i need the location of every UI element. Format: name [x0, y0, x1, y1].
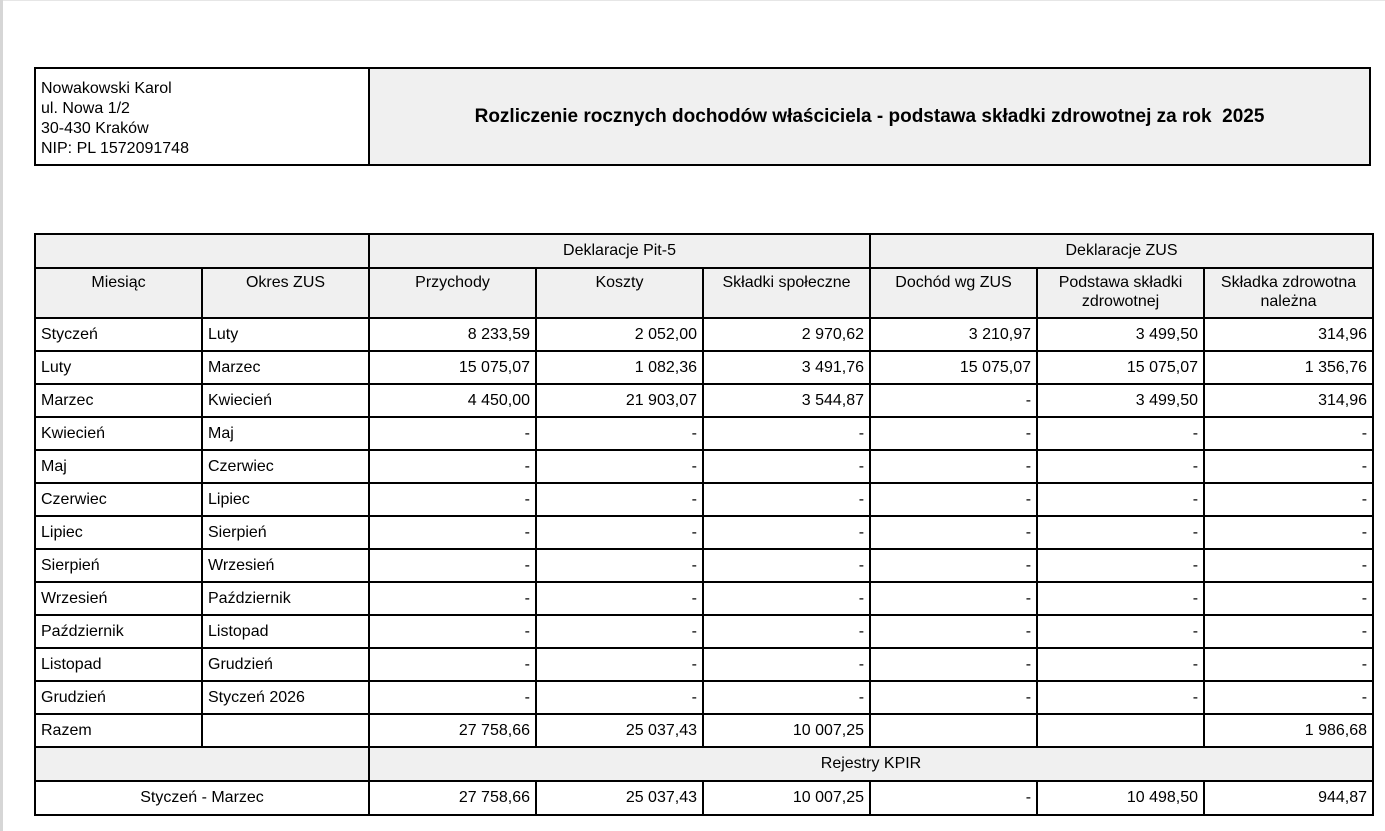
page-top-edge	[0, 0, 1385, 1]
cell-miesiac: Maj	[35, 450, 202, 483]
cell-miesiac: Listopad	[35, 648, 202, 681]
cell-skladki-spoleczne: -	[703, 681, 870, 714]
cell-przychody: -	[369, 582, 536, 615]
cell-okres-zus: Sierpień	[202, 516, 369, 549]
cell-podstawa: 15 075,07	[1037, 351, 1204, 384]
cell-koszty: -	[536, 483, 703, 516]
cell-przychody: 8 233,59	[369, 318, 536, 351]
kpir-podstawa: 10 498,50	[1037, 781, 1204, 815]
col-podstawa: Podstawa składki zdrowotnej	[1037, 268, 1204, 318]
cell-podstawa: -	[1037, 549, 1204, 582]
kpir-przychody: 27 758,66	[369, 781, 536, 815]
cell-miesiac: Luty	[35, 351, 202, 384]
totals-podstawa-empty	[1037, 714, 1204, 747]
cell-skladka-zdrowotna: -	[1204, 681, 1373, 714]
table-row	[35, 318, 1373, 351]
taxpayer-address	[36, 69, 370, 164]
cell-dochod-zus: -	[870, 549, 1037, 582]
cell-przychody: -	[369, 450, 536, 483]
cell-przychody: -	[369, 648, 536, 681]
report-header	[34, 67, 1371, 166]
group-header-empty	[35, 234, 369, 268]
col-skladka-zdrowotna: Składka zdrowotna należna	[1204, 268, 1373, 318]
cell-koszty: -	[536, 450, 703, 483]
cell-skladki-spoleczne: -	[703, 417, 870, 450]
cell-skladki-spoleczne: 3 491,76	[703, 351, 870, 384]
cell-miesiac: Styczeń	[35, 318, 202, 351]
kpir-header-empty	[35, 747, 369, 781]
cell-dochod-zus: -	[870, 516, 1037, 549]
cell-koszty: -	[536, 681, 703, 714]
cell-przychody: -	[369, 417, 536, 450]
cell-skladki-spoleczne: -	[703, 450, 870, 483]
cell-miesiac: Wrzesień	[35, 582, 202, 615]
cell-skladka-zdrowotna: -	[1204, 516, 1373, 549]
kpir-dochod-zus: -	[870, 781, 1037, 815]
cell-przychody: 15 075,07	[369, 351, 536, 384]
cell-podstawa: 3 499,50	[1037, 384, 1204, 417]
cell-skladka-zdrowotna: -	[1204, 417, 1373, 450]
cell-przychody: -	[369, 681, 536, 714]
kpir-header-row	[35, 747, 1373, 781]
cell-podstawa: -	[1037, 417, 1204, 450]
kpir-skladka-zdrowotna: 944,87	[1204, 781, 1373, 815]
cell-skladki-spoleczne: -	[703, 615, 870, 648]
cell-dochod-zus: -	[870, 384, 1037, 417]
cell-okres-zus: Lipiec	[202, 483, 369, 516]
cell-skladka-zdrowotna: 314,96	[1204, 384, 1373, 417]
totals-label: Razem	[35, 714, 202, 747]
totals-skladki-spoleczne: 10 007,25	[703, 714, 870, 747]
group-zus: Deklaracje ZUS	[870, 234, 1373, 268]
cell-przychody: -	[369, 516, 536, 549]
table-row	[35, 549, 1373, 582]
cell-skladki-spoleczne: 2 970,62	[703, 318, 870, 351]
cell-przychody: -	[369, 483, 536, 516]
cell-podstawa: -	[1037, 516, 1204, 549]
cell-miesiac: Październik	[35, 615, 202, 648]
cell-podstawa: 3 499,50	[1037, 318, 1204, 351]
cell-podstawa: -	[1037, 582, 1204, 615]
cell-okres-zus: Październik	[202, 582, 369, 615]
cell-koszty: 2 052,00	[536, 318, 703, 351]
totals-koszty: 25 037,43	[536, 714, 703, 747]
cell-okres-zus: Grudzień	[202, 648, 369, 681]
table-row	[35, 483, 1373, 516]
table-row	[35, 384, 1373, 417]
cell-dochod-zus: 15 075,07	[870, 351, 1037, 384]
col-okres-zus: Okres ZUS	[202, 268, 369, 318]
cell-skladki-spoleczne: -	[703, 648, 870, 681]
cell-dochod-zus: -	[870, 681, 1037, 714]
totals-dochod-empty	[870, 714, 1037, 747]
cell-podstawa: -	[1037, 450, 1204, 483]
cell-koszty: -	[536, 582, 703, 615]
cell-miesiac: Sierpień	[35, 549, 202, 582]
cell-skladki-spoleczne: -	[703, 483, 870, 516]
cell-okres-zus: Marzec	[202, 351, 369, 384]
col-koszty: Koszty	[536, 268, 703, 318]
kpir-period: Styczeń - Marzec	[35, 781, 369, 815]
cell-skladki-spoleczne: -	[703, 549, 870, 582]
totals-empty	[202, 714, 369, 747]
cell-skladka-zdrowotna: -	[1204, 483, 1373, 516]
table-row	[35, 450, 1373, 483]
cell-okres-zus: Listopad	[202, 615, 369, 648]
col-dochod-zus: Dochód wg ZUS	[870, 268, 1037, 318]
cell-dochod-zus: -	[870, 615, 1037, 648]
cell-miesiac: Lipiec	[35, 516, 202, 549]
group-header-row	[35, 234, 1373, 268]
cell-okres-zus: Luty	[202, 318, 369, 351]
taxpayer-street: ul. Nowa 1/2	[41, 100, 130, 117]
cell-podstawa: -	[1037, 483, 1204, 516]
kpir-row	[35, 781, 1373, 815]
cell-skladka-zdrowotna: -	[1204, 450, 1373, 483]
col-przychody: Przychody	[369, 268, 536, 318]
cell-podstawa: -	[1037, 648, 1204, 681]
col-miesiac: Miesiąc	[35, 268, 202, 318]
report-title	[370, 69, 1369, 164]
cell-dochod-zus: -	[870, 450, 1037, 483]
settlement-table	[34, 233, 1374, 816]
cell-przychody: 4 450,00	[369, 384, 536, 417]
table-row	[35, 582, 1373, 615]
cell-okres-zus: Styczeń 2026	[202, 681, 369, 714]
cell-dochod-zus: -	[870, 417, 1037, 450]
cell-dochod-zus: 3 210,97	[870, 318, 1037, 351]
totals-row	[35, 714, 1373, 747]
cell-skladka-zdrowotna: -	[1204, 582, 1373, 615]
cell-koszty: -	[536, 516, 703, 549]
cell-koszty: -	[536, 549, 703, 582]
table-row	[35, 417, 1373, 450]
table-row	[35, 351, 1373, 384]
cell-skladki-spoleczne: -	[703, 516, 870, 549]
taxpayer-nip: NIP: PL 1572091748	[41, 140, 189, 157]
cell-skladki-spoleczne: -	[703, 582, 870, 615]
table-row	[35, 648, 1373, 681]
taxpayer-name: Nowakowski Karol	[41, 80, 172, 97]
cell-podstawa: -	[1037, 681, 1204, 714]
cell-koszty: -	[536, 417, 703, 450]
cell-miesiac: Grudzień	[35, 681, 202, 714]
cell-okres-zus: Wrzesień	[202, 549, 369, 582]
cell-przychody: -	[369, 549, 536, 582]
group-pit5: Deklaracje Pit-5	[369, 234, 870, 268]
cell-podstawa: -	[1037, 615, 1204, 648]
cell-dochod-zus: -	[870, 483, 1037, 516]
taxpayer-city: 30-430 Kraków	[41, 120, 149, 137]
cell-koszty: -	[536, 615, 703, 648]
col-skladki-spoleczne: Składki społeczne	[703, 268, 870, 318]
cell-koszty: -	[536, 648, 703, 681]
cell-skladki-spoleczne: 3 544,87	[703, 384, 870, 417]
cell-okres-zus: Czerwiec	[202, 450, 369, 483]
cell-koszty: 1 082,36	[536, 351, 703, 384]
table-row	[35, 681, 1373, 714]
cell-dochod-zus: -	[870, 582, 1037, 615]
cell-skladka-zdrowotna: 314,96	[1204, 318, 1373, 351]
table-row	[35, 615, 1373, 648]
cell-miesiac: Kwiecień	[35, 417, 202, 450]
report-title-text: Rozliczenie rocznych dochodów właściciela - podstawa składki zdrowotnej za rok 2025	[474, 105, 1265, 127]
column-header-row	[35, 268, 1373, 318]
cell-okres-zus: Maj	[202, 417, 369, 450]
cell-miesiac: Marzec	[35, 384, 202, 417]
cell-miesiac: Czerwiec	[35, 483, 202, 516]
cell-przychody: -	[369, 615, 536, 648]
page-left-edge	[0, 0, 3, 831]
totals-skladka-zdrowotna: 1 986,68	[1204, 714, 1373, 747]
table-row	[35, 516, 1373, 549]
cell-skladka-zdrowotna: -	[1204, 648, 1373, 681]
kpir-koszty: 25 037,43	[536, 781, 703, 815]
totals-przychody: 27 758,66	[369, 714, 536, 747]
cell-okres-zus: Kwiecień	[202, 384, 369, 417]
kpir-skladki-spoleczne: 10 007,25	[703, 781, 870, 815]
cell-dochod-zus: -	[870, 648, 1037, 681]
group-kpir: Rejestry KPIR	[369, 747, 1373, 781]
cell-skladka-zdrowotna: -	[1204, 549, 1373, 582]
cell-skladka-zdrowotna: 1 356,76	[1204, 351, 1373, 384]
cell-skladka-zdrowotna: -	[1204, 615, 1373, 648]
cell-koszty: 21 903,07	[536, 384, 703, 417]
